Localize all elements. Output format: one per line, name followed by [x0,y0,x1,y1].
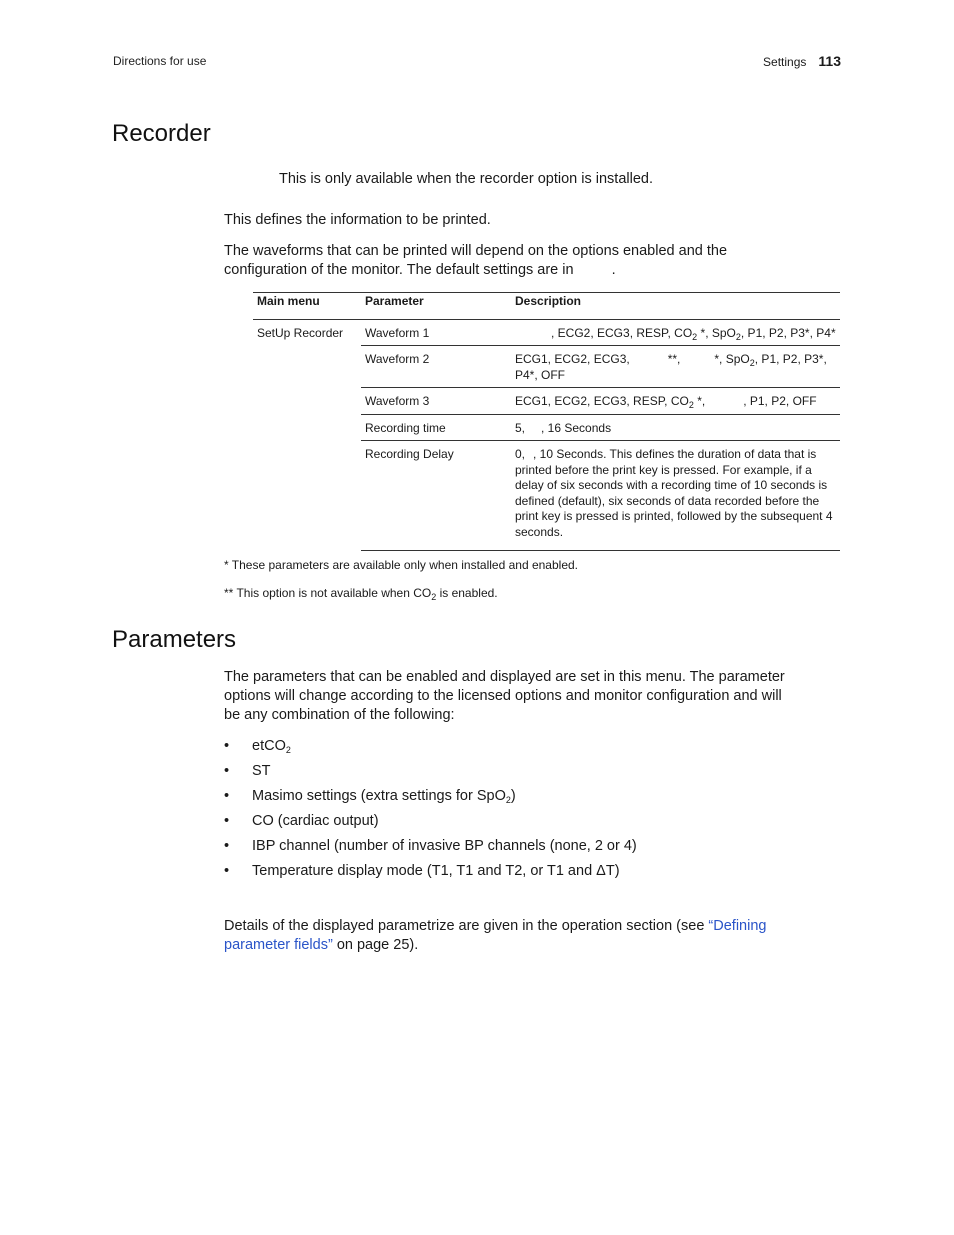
list-item: • ST [224,762,637,787]
defining-parameter-fields-link-cont[interactable]: parameter fields” [224,937,333,953]
table-header-row [253,293,840,320]
col-header-parameter: Parameter [361,293,511,320]
parameters-heading: Parameters [112,626,237,653]
parameter-cell: Recording Delay [361,441,511,551]
page-number: 113 [818,53,841,69]
running-header-right [763,53,841,69]
list-item: • Masimo settings (extra settings for SpO$_2$) [224,787,637,812]
col-header-description: Description [511,293,840,320]
running-header-left: Directions for use [113,54,207,68]
section-name: Settings [763,55,807,69]
description-cell: 5, , 16 Seconds [511,414,840,441]
list-item: • IBP channel (number of invasive BP channels (none, 2 or 4) [224,837,637,862]
parameter-options-list [224,737,637,887]
list-item: • CO (cardiac output) [224,812,637,837]
footnote-installed: * These parameters are available only when installed and enabled. [224,558,579,572]
recorder-note: This is only available when the recorder option is installed. [279,171,653,187]
description-cell: , ECG2, ECG3, RESP, $CO_2$ *, SpO$_2$, P1, P2, P3*, P4* [551,325,836,342]
description-cell: ECG1, ECG2, ECG3, **, *, SpO$_2$, P1, P2, P3*, P4*, OFF [511,346,840,388]
parameter-cell: Waveform 3 [361,388,511,415]
recorder-intro: This defines the information to be printed. [224,212,491,228]
parameter-cell: Waveform 1 [365,325,430,340]
description-cell: ECG1, ECG2, ECG3, RESP, $CO_2$ *, , P1, P2, OFF [511,388,840,415]
list-item: • etCO$_2$ [224,737,637,762]
table-row [253,319,840,346]
col-header-main-menu: Main menu [253,293,361,320]
parameters-details: Details of the displayed parametrize are given in the operation section (see “Defining parameter fields” on page 25). [224,918,767,953]
main-menu-cell: SetUp Recorder [257,325,344,340]
recorder-description: The waveforms that can be printed will depend on the options enabled and the configuration of the monitor. The default settings are in . [224,243,728,278]
parameters-intro: The parameters that can be enabled and displayed are set in this menu. The parameter options will change according to the licensed options and monitor configuration and will be any combination of the following: [224,669,785,723]
parameter-cell: Recording time [361,414,511,441]
list-item: • Temperature display mode (T1, T1 and T2, or T1 and ΔT) [224,862,637,887]
footnote-co2: ** This option is not available when $CO_2$ is enabled. [224,586,498,602]
defining-parameter-fields-link[interactable]: “Defining [708,918,767,934]
recorder-settings-table [253,292,840,551]
recorder-heading: Recorder [112,120,211,147]
description-cell: 0, , 10 Seconds. This defines the duration of data that is printed before the print key is pressed. For example, if a delay of six seconds with a recording time of 10 seconds is defined (default), six seconds of data recorded before the print key is pressed is printed, followed by the subsequent 4 seconds. [511,441,840,551]
parameter-cell: Waveform 2 [361,346,511,388]
